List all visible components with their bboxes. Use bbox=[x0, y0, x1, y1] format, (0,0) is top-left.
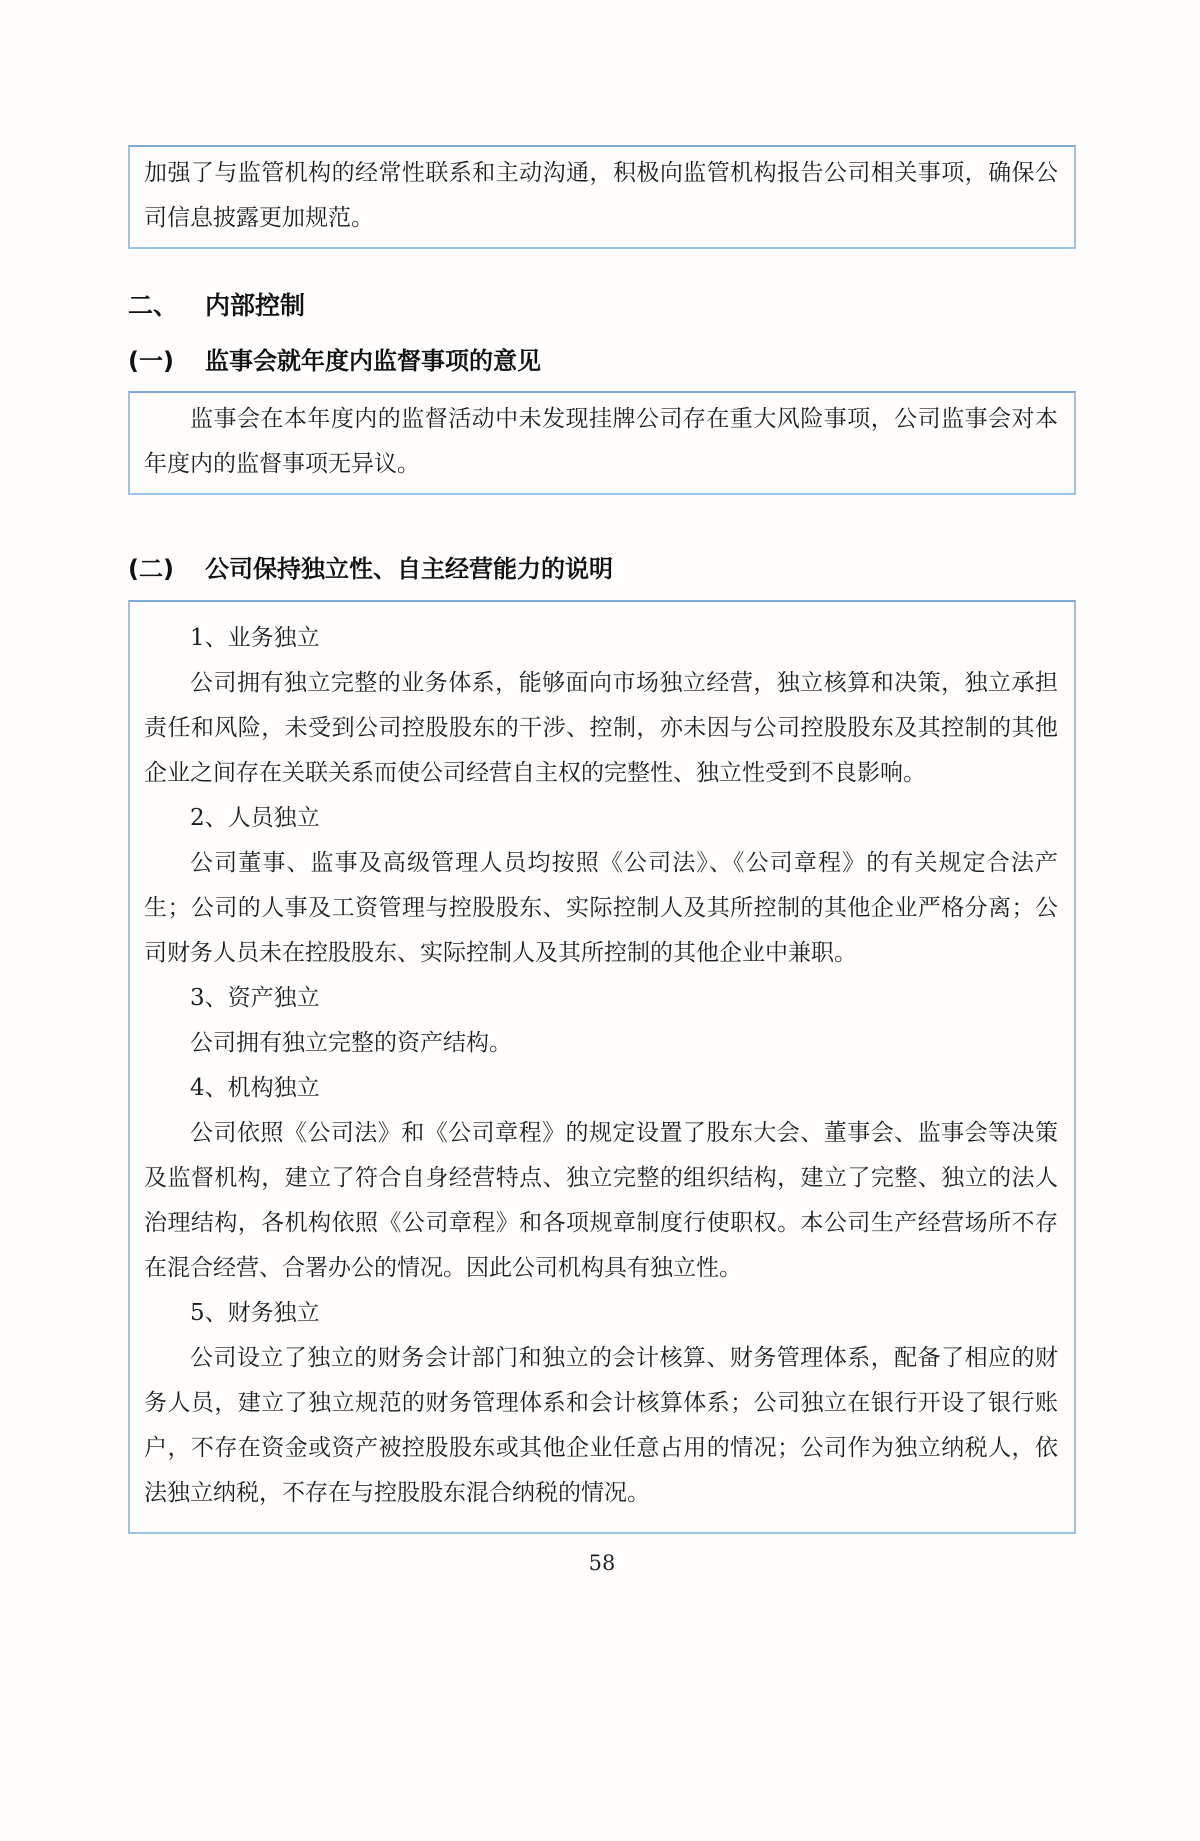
subsection2-heading bbox=[128, 553, 1076, 586]
subsection2-number: (二) bbox=[128, 555, 174, 583]
independence-box bbox=[128, 600, 1076, 1534]
item-heading: 2、人员独立 bbox=[190, 805, 320, 831]
item-body: 公司董事、监事及高级管理人员均按照《公司法》、《公司章程》的有关规定合法产生；公司的人事及工资管理与控股股东、实际控制人及其所控制的其他企业严格分离；公司财务人员未在控股股东、实际控制人及其所控制的其他企业中兼职。 bbox=[144, 850, 1058, 966]
item-heading: 5、财务独立 bbox=[190, 1300, 320, 1326]
supervision-paragraph: 监事会在本年度内的监督活动中未发现挂牌公司存在重大风险事项，公司监事会对本年度内的监督事项无异议。 bbox=[144, 406, 1058, 477]
item-heading: 1、业务独立 bbox=[190, 625, 320, 651]
item-heading: 3、资产独立 bbox=[190, 985, 320, 1011]
supervision-opinion-box bbox=[128, 391, 1076, 495]
section-number: 二、 bbox=[128, 291, 179, 320]
item-heading: 4、机构独立 bbox=[190, 1075, 320, 1101]
subsection2-title: 公司保持独立性、自主经营能力的说明 bbox=[205, 555, 613, 583]
item-body: 公司拥有独立完整的资产结构。 bbox=[190, 1030, 512, 1056]
subsection1-title: 监事会就年度内监督事项的意见 bbox=[205, 347, 541, 375]
item-body: 公司设立了独立的财务会计部门和独立的会计核算、财务管理体系，配备了相应的财务人员，建立了独立规范的财务管理体系和会计核算体系；公司独立在银行开设了银行账户，不存在资金或资产被控股股东或其他企业任意占用的情况；公司作为独立纳税人，依法独立纳税，不存在与控股股东混合纳税的情况。 bbox=[144, 1345, 1058, 1506]
document-page bbox=[0, 145, 1200, 1841]
intro-paragraph: 加强了与监管机构的经常性联系和主动沟通，积极向监管机构报告公司相关事项，确保公司信息披露更加规范。 bbox=[144, 160, 1058, 231]
intro-text-box bbox=[128, 145, 1076, 249]
section-heading bbox=[128, 289, 1076, 323]
subsection1-heading bbox=[128, 345, 1076, 378]
subsection1-number: (一) bbox=[128, 347, 174, 375]
item-body: 公司拥有独立完整的业务体系，能够面向市场独立经营，独立核算和决策，独立承担责任和风险，未受到公司控股股东的干涉、控制，亦未因与公司控股股东及其控制的其他企业之间存在关联关系而使公司经营自主权的完整性、独立性受到不良影响。 bbox=[144, 670, 1058, 786]
section-title: 内部控制 bbox=[205, 291, 306, 320]
page-content bbox=[128, 145, 1076, 1575]
page-number: 58 bbox=[588, 1551, 616, 1575]
item-body: 公司依照《公司法》和《公司章程》的规定设置了股东大会、董事会、监事会等决策及监督机构，建立了符合自身经营特点、独立完整的组织结构，建立了完整、独立的法人治理结构，各机构依照《公司章程》和各项规章制度行使职权。本公司生产经营场所不存在混合经营、合署办公的情况。因此公司机构具有独立性。 bbox=[144, 1120, 1058, 1281]
